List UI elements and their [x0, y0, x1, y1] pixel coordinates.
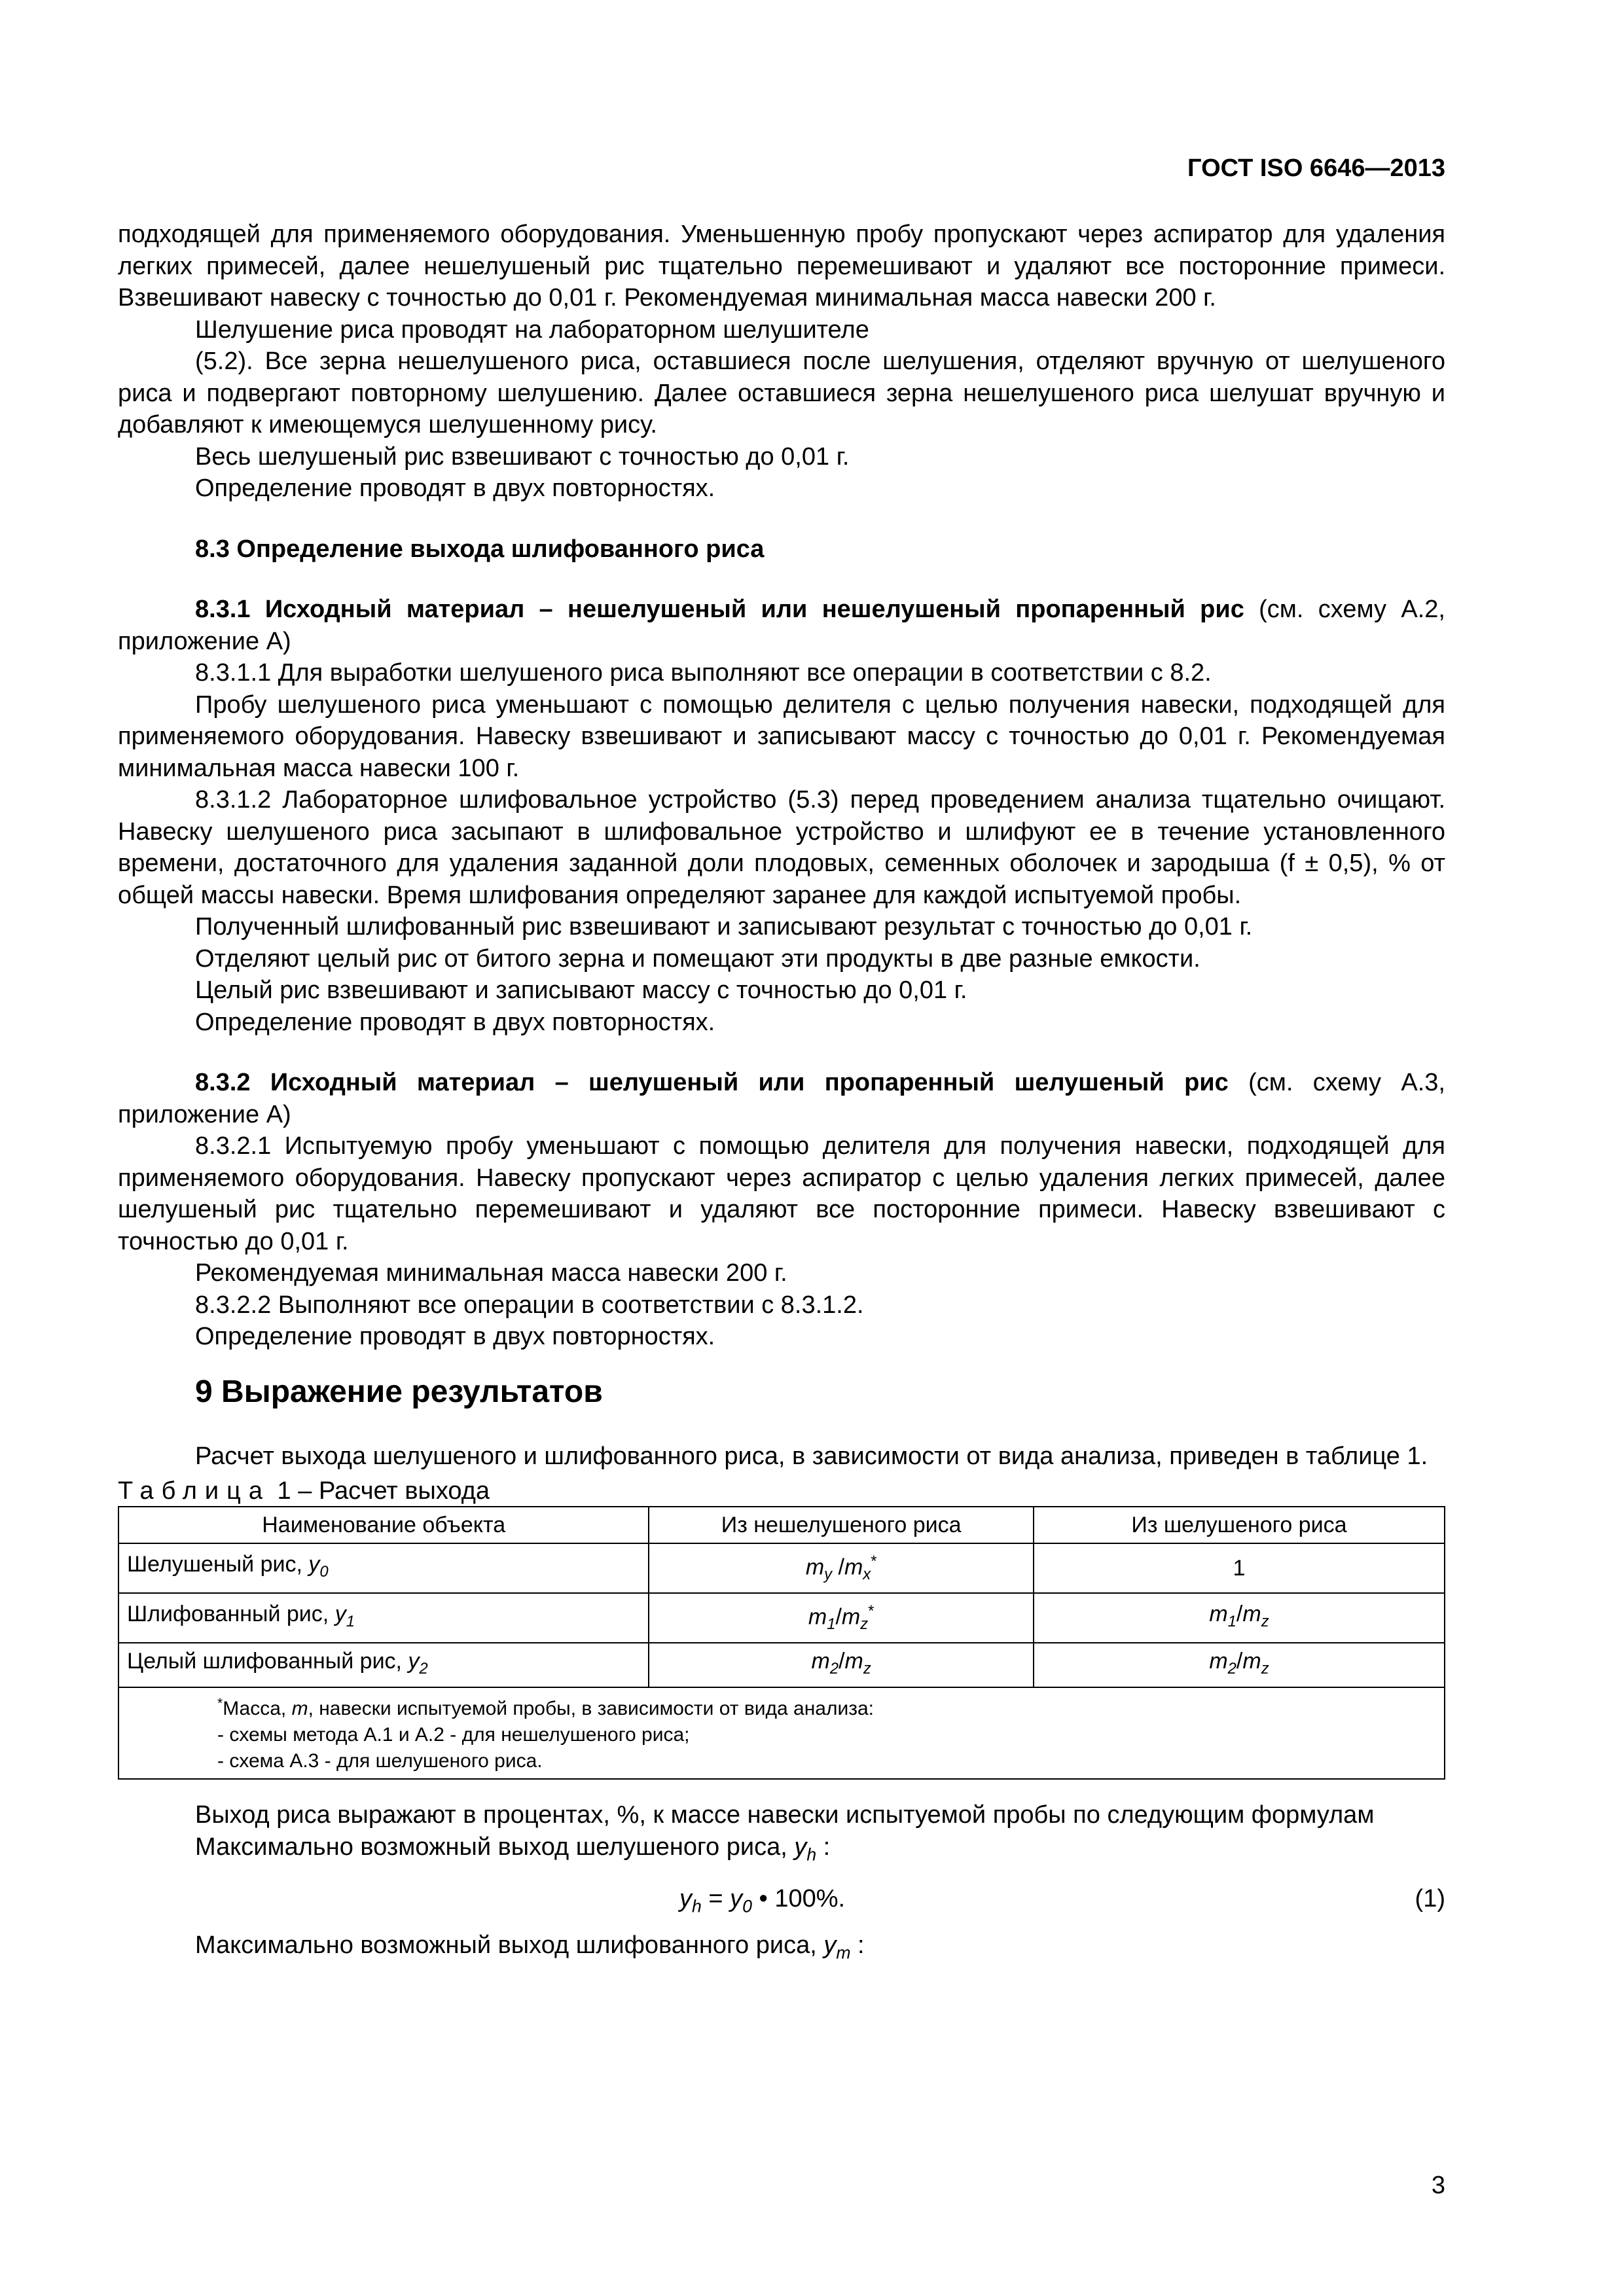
- formula-cell: $m_2/m_z$: [649, 1643, 1034, 1687]
- formula-cell: $m_2/m_z$: [1034, 1643, 1445, 1687]
- paragraph: 8.3.1.1 Для выработки шелушеного риса выполняют все операции в соответствии с 8.2.: [195, 659, 1212, 687]
- value-cell: 1: [1034, 1543, 1445, 1593]
- formula-expression: $y_h = y_0$ • 100%.: [679, 1884, 846, 1916]
- table-caption-text: 1 – Расчет выхода: [270, 1477, 490, 1505]
- column-header: Наименование объекта: [118, 1507, 649, 1543]
- row-name: Шелушеный рис, $y_0$: [118, 1543, 649, 1593]
- table-row: [118, 1543, 1445, 1593]
- paragraph: Определение проводят в двух повторностях.: [195, 475, 715, 502]
- subsection-ref: (см. схему А.2, приложение А): [118, 596, 1445, 655]
- paragraph: Максимально возможный выход шлифованного риса, $y_m$ :: [195, 1931, 865, 1963]
- paragraph: 8.3.2.1 Испытуемую пробу уменьшают с помощью делителя для получения навески, подходящей для применяемого оборудования. Навеску пропускают через аспиратор с целью удаления легких примесей, далее шелушеный рис тщательно перемешивают и удаляют все посторонние примеси. Навеску взвешивают с точностью до 0,01 г.: [118, 1132, 1445, 1255]
- paragraph: Рекомендуемая минимальная масса навески 200 г.: [195, 1259, 787, 1287]
- paragraph: 8.3.2.2 Выполняют все операции в соответствии с 8.3.1.2.: [195, 1291, 864, 1319]
- note-line: - схемы метода А.1 и А.2 - для нешелушеного риса;: [217, 1724, 690, 1746]
- results-table: [118, 1506, 1445, 1780]
- paragraph: Пробу шелушеного риса уменьшают с помощью делителя с целью получения навески, подходящей для применяемого оборудования. Навеску взвешивают и записывают массу с точностью до 0,01 г. Рекомендуемая минимальная масса навески 100 г.: [118, 691, 1445, 782]
- paragraph: 8.3.1.2 Лабораторное шлифовальное устройство (5.3) перед проведением анализа тщательно очищают. Навеску шелушеного риса засыпают в шлифовальное устройство и шлифуют ее в течение установленного времени, достаточного для удаления заданной доли плодовых, семенных оболочек и зародыша (f ± 0,5), % от общей массы навески. Время шлифования определяют заранее для каждой испытуемой пробы.: [118, 786, 1445, 909]
- paragraph: (5.2). Все зерна нешелушеного риса, оставшиеся после шелушения, отделяют вручную от шелушеного риса и подвергают повторному шелушению. Далее оставшиеся зерна нешелушеного риса шелушат вручную и добавляют к имеющемуся шелушенному рису.: [118, 348, 1445, 439]
- subsection-title: 8.3.2 Исходный материал – шелушеный или пропаренный шелушеный рис: [195, 1069, 1229, 1096]
- formula-cell: $m_1/m_z$: [1034, 1593, 1445, 1643]
- subsection-ref: (см. схему А.3, приложение А): [118, 1069, 1445, 1128]
- table-row: [118, 1643, 1445, 1687]
- column-header: Из нешелушеного риса: [649, 1507, 1034, 1543]
- table-note: [118, 1687, 1445, 1779]
- paragraph: Полученный шлифованный рис взвешивают и записывают результат с точностью до 0,01 г.: [195, 913, 1253, 941]
- document-header: ГОСТ ISO 6646—2013: [1187, 154, 1445, 182]
- table-caption-prefix: Таблица: [118, 1477, 270, 1505]
- section-heading-8-3: 8.3 Определение выхода шлифованного риса: [195, 535, 765, 563]
- formula-1: [118, 1880, 1445, 1918]
- document-page: [118, 0, 1445, 2296]
- paragraph: Максимально возможный выход шелушеного риса, $y_h$ :: [195, 1833, 831, 1865]
- paragraph: Целый рис взвешивают и записывают массу с точностью до 0,01 г.: [195, 977, 967, 1004]
- row-name: Целый шлифованный рис, $y_2$: [118, 1643, 649, 1687]
- subsection-8-3-2: [118, 1067, 1445, 1130]
- formula-cell: $m_1/m_z^*$: [649, 1593, 1034, 1643]
- note-line: - схема А.3 - для шелушеного риса.: [217, 1750, 543, 1772]
- paragraph: Определение проводят в двух повторностях.: [195, 1008, 715, 1036]
- page-number: 3: [1431, 2172, 1445, 2199]
- column-header: Из шелушеного риса: [1034, 1507, 1445, 1543]
- subsection-8-3-1: [118, 594, 1445, 657]
- paragraph: Выход риса выражают в процентах, %, к массе навески испытуемой пробы по следующим формулам: [195, 1801, 1375, 1829]
- paragraph: Шелушение риса проводят на лабораторном шелушителе: [195, 315, 869, 344]
- section-heading-9: 9 Выражение результатов: [195, 1374, 603, 1409]
- formula-cell: $m_y$ $/m_x^*$: [649, 1543, 1034, 1593]
- document-body: [118, 219, 1445, 1969]
- paragraph: Весь шелушеный рис взвешивают с точностью до 0,01 г.: [195, 442, 850, 471]
- note-line: *Масса, m, навески испытуемой пробы, в зависимости от вида анализа:: [217, 1696, 875, 1720]
- formula-number: (1): [1415, 1884, 1445, 1912]
- table-note-row: [118, 1687, 1445, 1779]
- table-header-row: [118, 1507, 1445, 1543]
- row-name: Шлифованный рис, $y_1$: [118, 1593, 649, 1643]
- table-row: [118, 1593, 1445, 1643]
- paragraph: Определение проводят в двух повторностях.: [195, 1323, 715, 1350]
- paragraph: Расчет выхода шелушеного и шлифованного риса, в зависимости от вида анализа, приведен в таблице 1.: [195, 1442, 1428, 1470]
- table-caption: [118, 1476, 1445, 1506]
- subsection-title: 8.3.1 Исходный материал – нешелушеный или нешелушеный пропаренный рис: [195, 596, 1244, 623]
- paragraph: подходящей для применяемого оборудования. Уменьшенную пробу пропускают через аспиратор для удаления легких примесей, далее нешелушеный рис тщательно перемешивают и удаляют все посторонние примеси. Взвешивают навеску с точностью до 0,01 г. Рекомендуемая минимальная масса навески 200 г.: [118, 221, 1445, 312]
- paragraph: Отделяют целый рис от битого зерна и помещают эти продукты в две разные емкости.: [195, 944, 1200, 973]
